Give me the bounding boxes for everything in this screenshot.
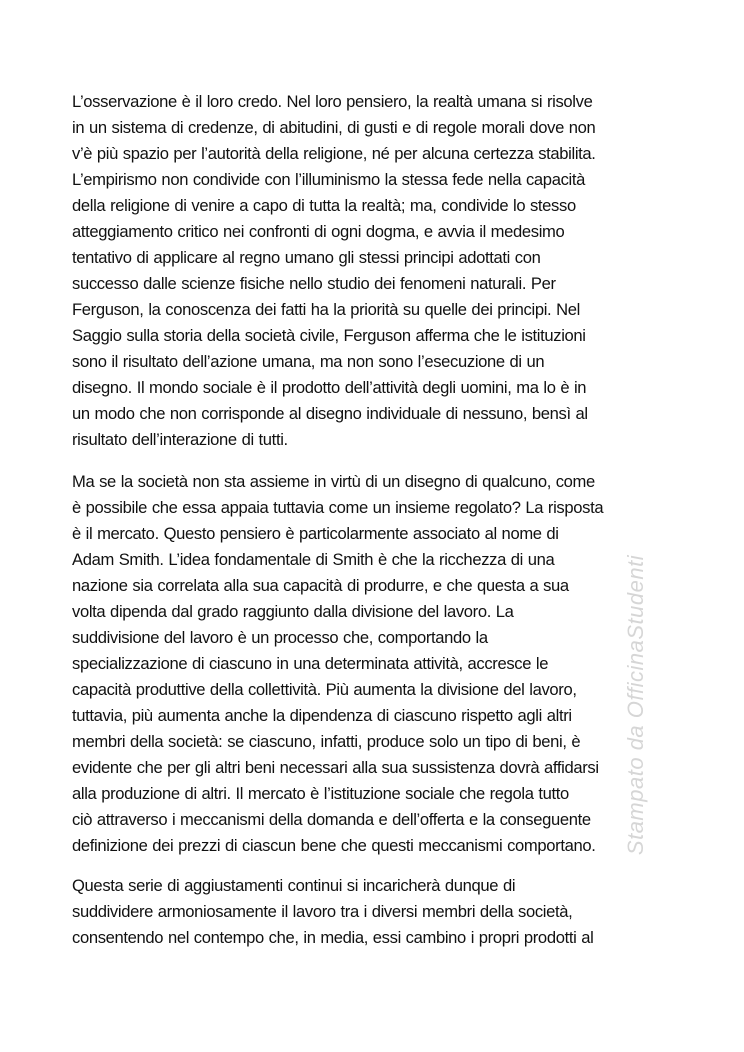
text-line: L’empirismo non condivide con l’illuminismo la stessa fede nella capacità: [72, 170, 585, 189]
text-line: Questa serie di aggiustamenti continui si incaricherà dunque di: [72, 876, 516, 895]
text-line: tentativo di applicare al regno umano gli stessi principi adottati con: [72, 248, 541, 267]
text-line: sono il risultato dell’azione umana, ma non sono l’esecuzione di un: [72, 352, 545, 371]
text-line: nazione sia correlata alla sua capacità di produrre, e che questa a sua: [72, 576, 569, 595]
text-line: in un sistema di credenze, di abitudini, di gusti e di regole morali dove non: [72, 118, 596, 137]
watermark: Stampato da OfficinaStudenti: [623, 554, 648, 856]
text-line: ciò attraverso i meccanismi della domanda e dell’offerta e la conseguente: [72, 810, 591, 829]
text-line: capacità produttive della collettività. Più aumenta la divisione del lavoro,: [72, 680, 577, 699]
text-line: Ma se la società non sta assieme in virtù di un disegno di qualcuno, come: [72, 472, 595, 491]
text-line: volta dipenda dal grado raggiunto dalla divisione del lavoro. La: [72, 602, 514, 621]
text-line: Ferguson, la conoscenza dei fatti ha la priorità su quelle dei principi. Nel: [72, 300, 580, 319]
paragraph-1: [72, 89, 596, 453]
text-line: specializzazione di ciascuno in una determinata attività, accresce le: [72, 654, 549, 673]
paragraph-3: [72, 873, 593, 951]
text-line: suddivisione del lavoro è un processo che, comportando la: [72, 628, 488, 647]
text-line: suddividere armoniosamente il lavoro tra i diversi membri della società,: [72, 902, 573, 921]
text-line: membri della società: se ciascuno, infatti, produce solo un tipo di beni, è: [72, 732, 581, 751]
text-line: Adam Smith. L’idea fondamentale di Smith è che la ricchezza di una: [72, 550, 555, 569]
text-line: disegno. Il mondo sociale è il prodotto dell’attività degli uomini, ma lo è in: [72, 378, 587, 397]
text-line: evidente che per gli altri beni necessari alla sua sussistenza dovrà affidarsi: [72, 758, 599, 777]
text-line: della religione di venire a capo di tutta la realtà; ma, condivide lo stesso: [72, 196, 576, 215]
text-line: Saggio sulla storia della società civile, Ferguson afferma che le istituzioni: [72, 326, 586, 345]
text-line: risultato dell’interazione di tutti.: [72, 430, 288, 449]
text-line: un modo che non corrisponde al disegno individuale di nessuno, bensì al: [72, 404, 588, 423]
text-line: successo dalle scienze fisiche nello studio dei fenomeni naturali. Per: [72, 274, 556, 293]
text-line: alla produzione di altri. Il mercato è l’istituzione sociale che regola tutto: [72, 784, 569, 803]
text-line: definizione dei prezzi di ciascun bene che questi meccanismi comportano.: [72, 836, 596, 855]
paragraph-2: [72, 469, 603, 859]
text-line: è possibile che essa appaia tuttavia come un insieme regolato? La risposta: [72, 498, 604, 517]
text-line: tuttavia, più aumenta anche la dipendenza di ciascuno rispetto agli altri: [72, 706, 572, 725]
text-line: L’osservazione è il loro credo. Nel loro pensiero, la realtà umana si risolve: [72, 92, 593, 111]
text-line: è il mercato. Questo pensiero è particolarmente associato al nome di: [72, 524, 559, 543]
text-line: consentendo nel contempo che, in media, essi cambino i propri prodotti al: [72, 928, 594, 947]
text-line: v’è più spazio per l’autorità della religione, né per alcuna certezza stabilita.: [72, 144, 596, 163]
text-line: atteggiamento critico nei confronti di ogni dogma, e avvia il medesimo: [72, 222, 565, 241]
